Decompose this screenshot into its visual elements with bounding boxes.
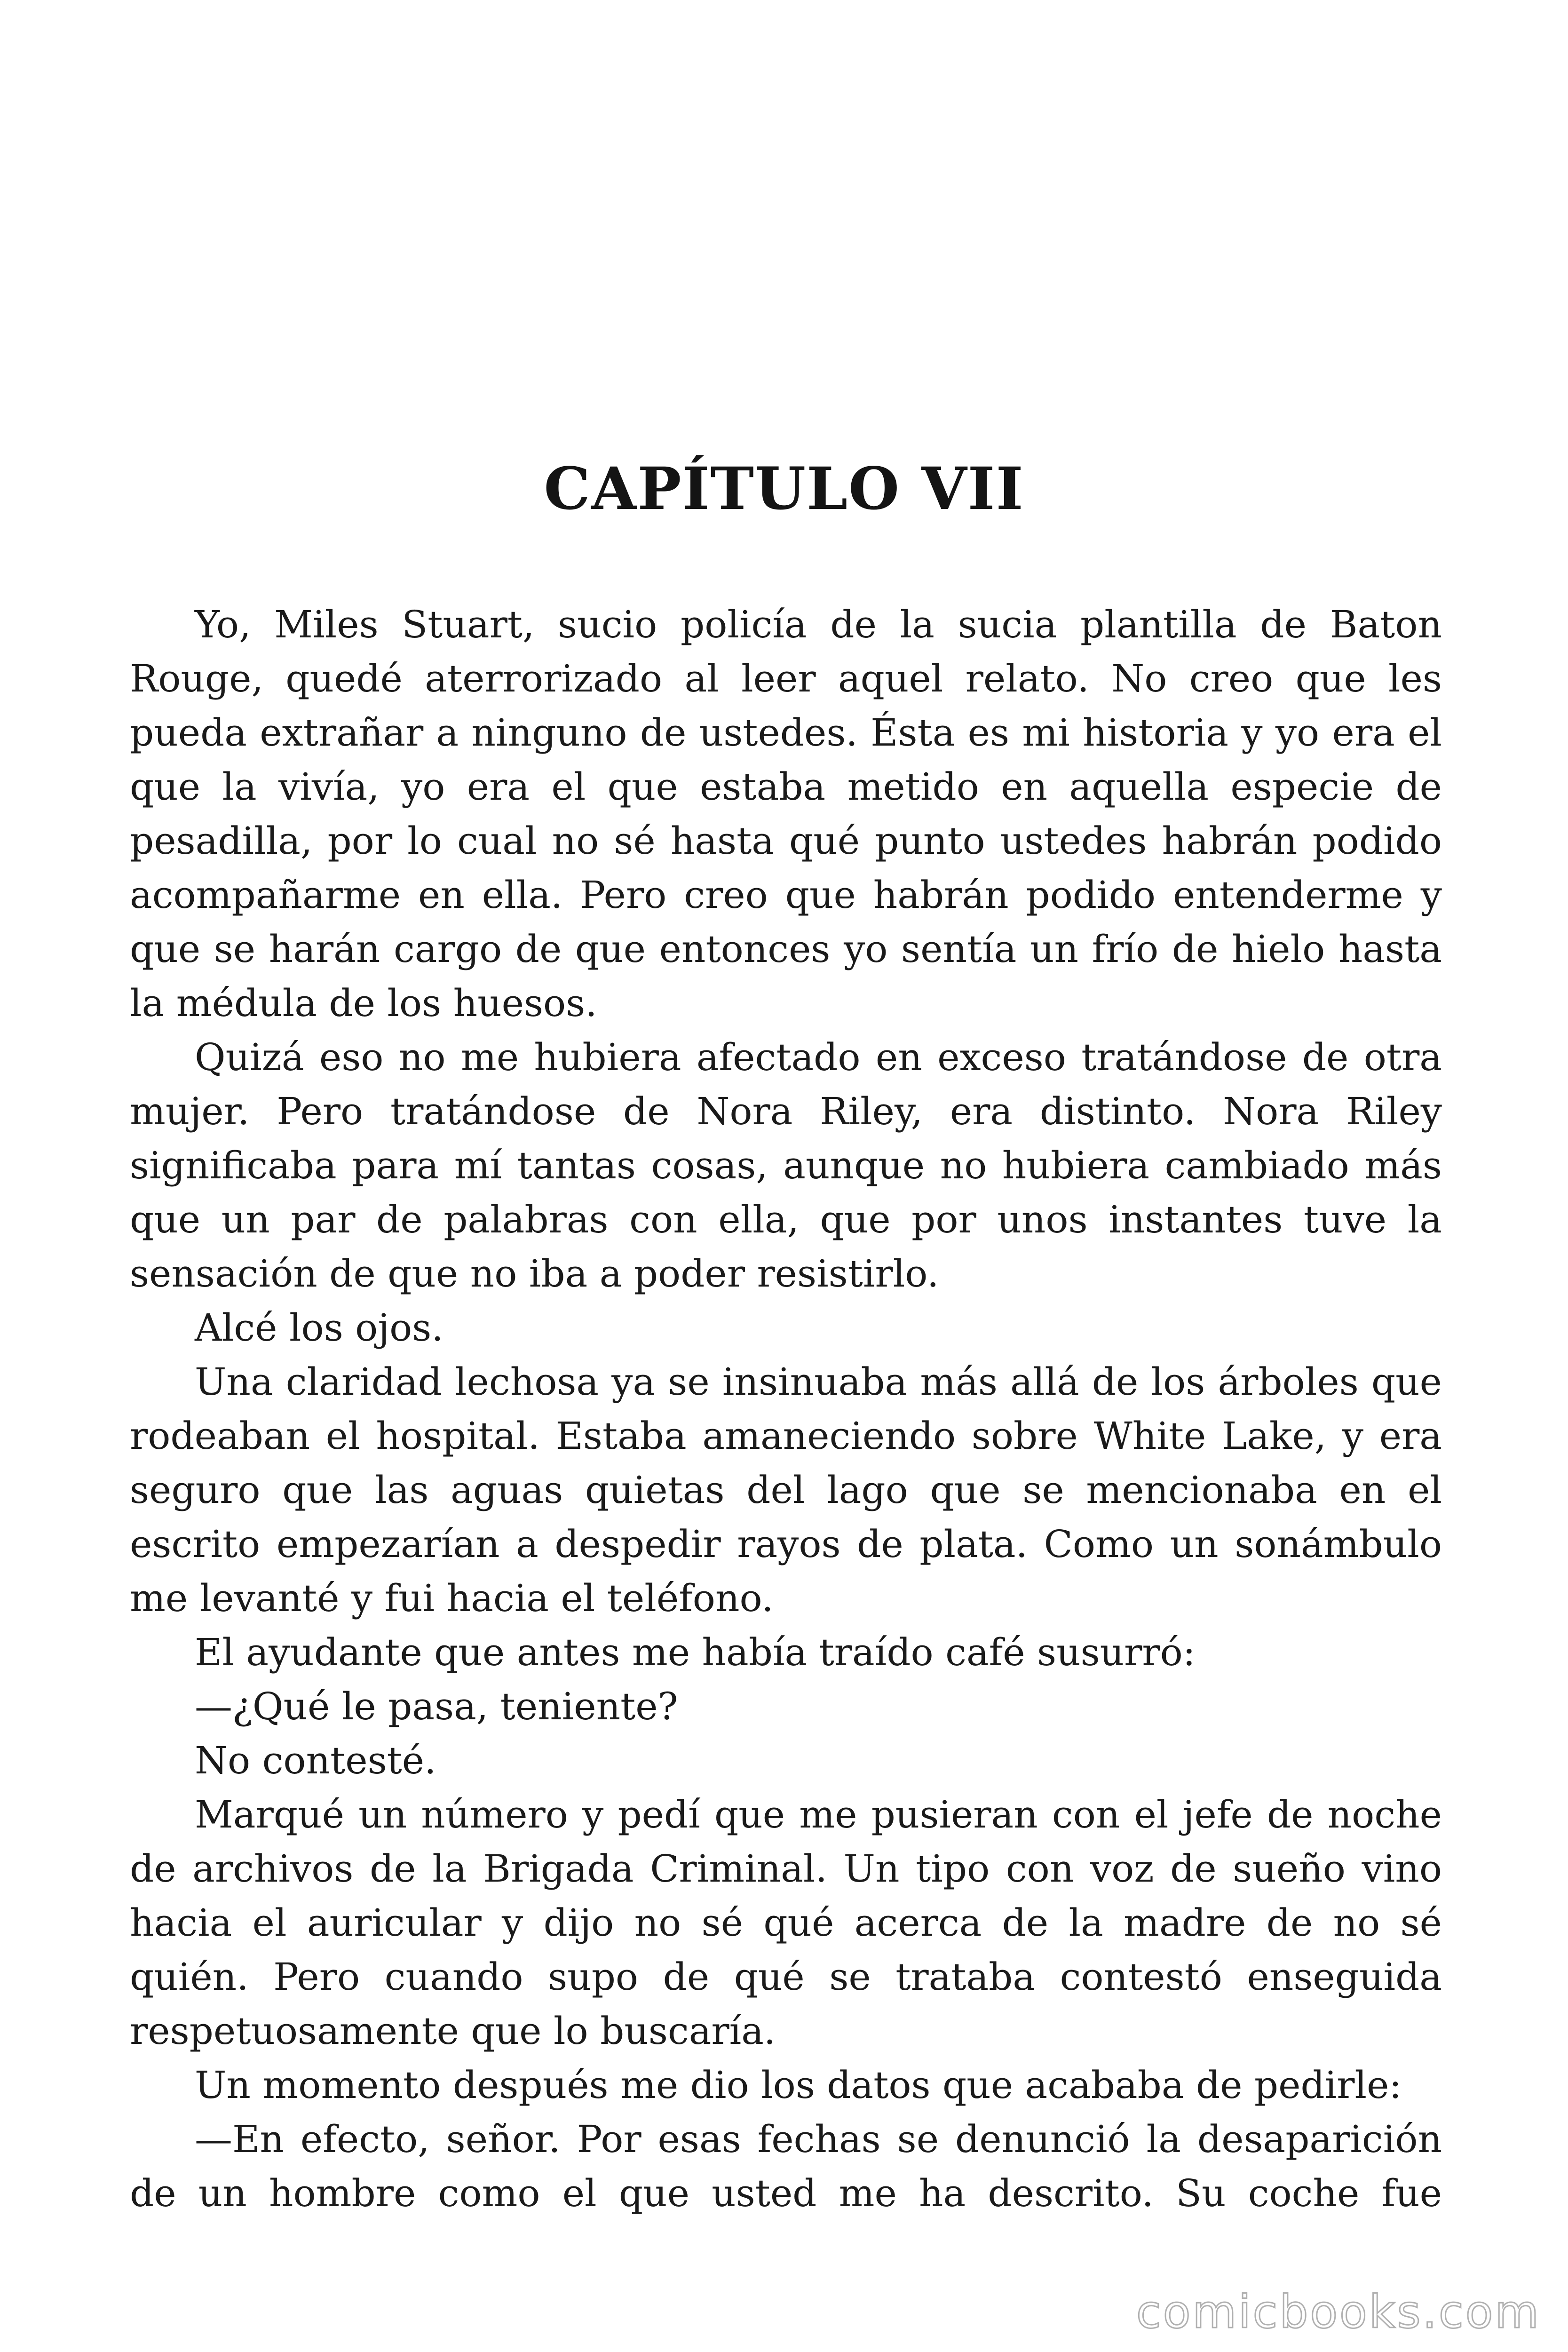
paragraph: El ayudante que antes me había traído café susurró: <box>195 1630 1196 1674</box>
paragraph: —¿Qué le pasa, teniente? <box>195 1685 678 1728</box>
paragraph: Alcé los ojos. <box>195 1306 443 1350</box>
paragraph: Un momento después me dio los datos que acababa de pedirle: <box>195 2063 1402 2107</box>
paragraph: Quizá eso no me hubiera afectado en exceso tratándose de otra mujer. Pero tratándose de Nora Riley, era distinto. Nora Riley significaba para mí tantas cosas, aunque no hubiera cambiado más que un par de palabras con ella, que por unos instantes tuve la sensación de que no iba a poder resistirlo. <box>130 1035 1442 1295</box>
paragraph: —En efecto, señor. Por esas fechas se denunció la desaparición de un hombre como el que usted me ha descrito. Su coche fue <box>130 2117 1442 2215</box>
chapter-body <box>130 597 1442 2220</box>
site-watermark: comicbooks.com <box>1136 2286 1541 2338</box>
paragraph: Una claridad lechosa ya se insinuaba más allá de los árboles que rodeaban el hospital. Estaba amaneciendo sobre White Lake, y era seguro que las aguas quietas del lago que se mencionaba en el escrito empezarían a despedir rayos de plata. Como un sonámbulo me levanté y fui hacia el teléfono. <box>130 1360 1442 1620</box>
paragraph: Marqué un número y pedí que me pusieran con el jefe de noche de archivos de la Brigada Criminal. Un tipo con voz de sueño vino hacia el auricular y dijo no sé qué acerca de la madre de no sé quién. Pero cuando supo de qué se trataba contestó enseguida respetuosamente que lo buscaría. <box>130 1793 1442 2053</box>
paragraph: Yo, Miles Stuart, sucio policía de la sucia plantilla de Baton Rouge, quedé aterrorizado al leer aquel relato. No creo que les pueda extrañar a ninguno de ustedes. Ésta es mi historia y yo era el que la vivía, yo era el que estaba metido en aquella especie de pesadilla, por lo cual no sé hasta qué punto ustedes habrán podido acompañarme en ella. Pero creo que habrán podido entenderme y que se harán cargo de que entonces yo sentía un frío de hielo hasta la médula de los huesos. <box>130 603 1442 1025</box>
paragraph: No contesté. <box>195 1739 436 1782</box>
chapter-title: CAPÍTULO VII <box>544 455 1024 523</box>
